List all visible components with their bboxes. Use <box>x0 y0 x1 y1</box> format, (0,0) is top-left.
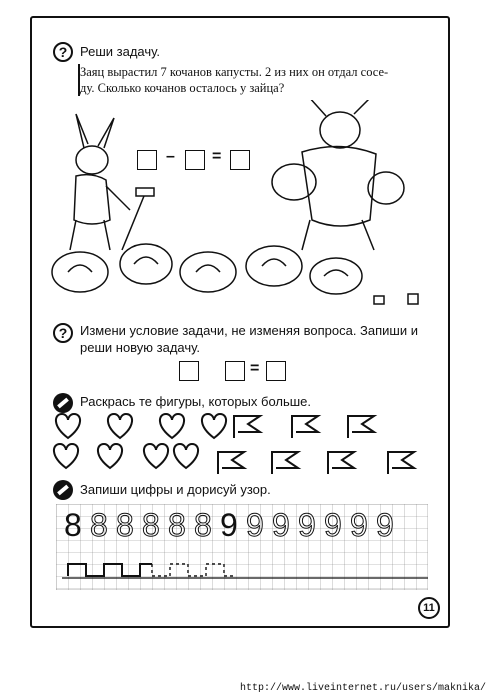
flag-shape[interactable] <box>388 452 414 474</box>
equals-sign: = <box>212 148 222 165</box>
digit-9: 9 <box>324 507 342 543</box>
digit-8: 8 <box>168 507 186 543</box>
task4-title: Запиши цифры и дорисуй узор. <box>80 482 271 497</box>
task2-line-1: Измени условие задачи, не изменяя вопроса. Запиши и <box>80 323 418 338</box>
story-line-1: Заяц вырастил 7 кочанов капусты. 2 из них он отдал сосе- <box>80 65 389 79</box>
story-line-2: ду. Сколько кочанов осталось у зайца? <box>80 81 285 95</box>
heart-shape[interactable] <box>144 444 168 468</box>
question-icon: ? <box>53 42 73 62</box>
answer-box[interactable] <box>137 150 157 170</box>
heart-shape[interactable] <box>202 414 226 438</box>
task2-title <box>80 322 418 356</box>
digit-9: 9 <box>298 507 316 543</box>
stump <box>408 294 418 304</box>
heart-shape[interactable] <box>56 414 80 438</box>
rabbits-cabbages-illustration <box>40 100 440 310</box>
question-icon: ? <box>53 323 73 343</box>
flag-shape[interactable] <box>218 452 244 474</box>
digit-9: 9 <box>350 507 368 543</box>
heart-shape[interactable] <box>54 444 78 468</box>
answer-box[interactable] <box>179 361 199 381</box>
flag-shape[interactable] <box>234 416 260 438</box>
digit-9: 9 <box>220 507 238 543</box>
shapes-area <box>48 408 438 478</box>
heart-shape[interactable] <box>108 414 132 438</box>
heart-shape[interactable] <box>174 444 198 468</box>
footer-url[interactable]: http://www.liveinternet.ru/users/maknika/ <box>239 683 486 694</box>
shovel <box>122 196 144 250</box>
flag-shape[interactable] <box>348 416 374 438</box>
page-number: 11 <box>418 597 440 619</box>
task1-story <box>80 64 435 96</box>
digit-9: 9 <box>246 507 264 543</box>
answer-box[interactable] <box>266 361 286 381</box>
digit-8: 8 <box>116 507 134 543</box>
digit-8: 8 <box>64 507 82 543</box>
digit-8: 8 <box>194 507 212 543</box>
answer-box[interactable] <box>230 150 250 170</box>
stump <box>374 296 384 304</box>
right-rabbit <box>272 100 404 250</box>
task2-line-2: реши новую задачу. <box>80 340 200 355</box>
heart-shape[interactable] <box>160 414 184 438</box>
shovel-handle <box>136 188 154 196</box>
equals-sign: = <box>250 360 260 377</box>
digit-row <box>64 504 424 552</box>
flag-shape[interactable] <box>272 452 298 474</box>
digit-8: 8 <box>142 507 160 543</box>
task1-title: Реши задачу. <box>80 44 160 59</box>
digit-9: 9 <box>272 507 290 543</box>
left-rabbit <box>70 114 130 250</box>
task3-title: Раскрась те фигуры, которых больше. <box>80 394 312 409</box>
digit-8: 8 <box>90 507 108 543</box>
heart-shape[interactable] <box>98 444 122 468</box>
pencil-icon <box>53 480 73 500</box>
flag-shape[interactable] <box>328 452 354 474</box>
digit-9: 9 <box>376 507 394 543</box>
minus-sign: – <box>166 148 175 165</box>
cabbage-row <box>52 244 362 294</box>
flag-shape[interactable] <box>292 416 318 438</box>
answer-box[interactable] <box>185 150 205 170</box>
answer-box[interactable] <box>225 361 245 381</box>
